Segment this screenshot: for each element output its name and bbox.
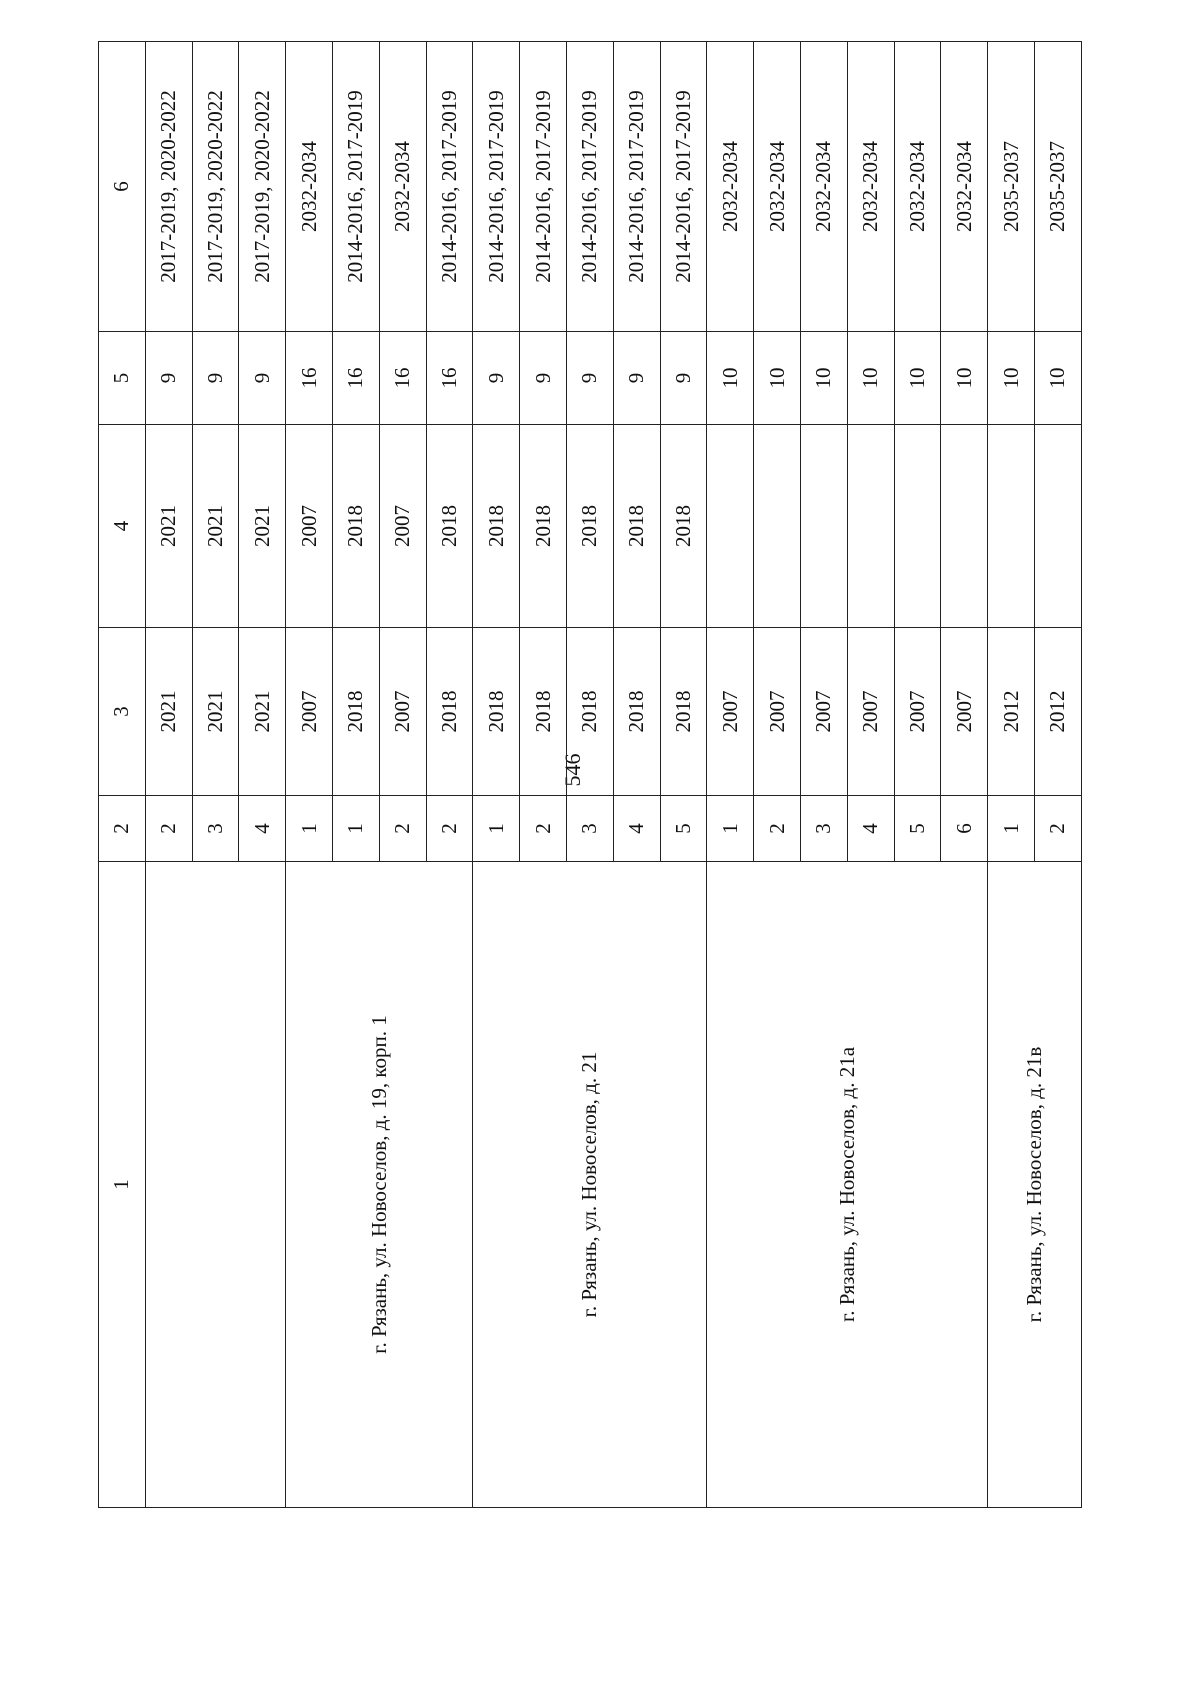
cell-c6: 2032-2034: [941, 42, 988, 332]
cell-c6: 2032-2034: [800, 42, 847, 332]
cell-c3: 2007: [941, 628, 988, 796]
cell-c2: 2: [426, 796, 473, 862]
cell-c2: 4: [613, 796, 660, 862]
cell-c6: 2014-2016, 2017-2019: [426, 42, 473, 332]
cell-c3: 2018: [426, 628, 473, 796]
cell-c2: 3: [192, 796, 239, 862]
cell-c3: 2021: [145, 628, 192, 796]
cell-c6: 2017-2019, 2020-2022: [145, 42, 192, 332]
cell-c2: 6: [941, 796, 988, 862]
cell-c5: 9: [566, 332, 613, 425]
cell-c2: 1: [707, 796, 754, 862]
cell-c4: 2018: [426, 425, 473, 628]
cell-c2: 5: [660, 796, 707, 862]
cell-c4: [800, 425, 847, 628]
cell-c6: 2014-2016, 2017-2019: [332, 42, 379, 332]
cell-c3: 2018: [332, 628, 379, 796]
cell-c5: 10: [847, 332, 894, 425]
cell-c6: 2035-2037: [988, 42, 1035, 332]
cell-c4: [847, 425, 894, 628]
cell-c5: 9: [613, 332, 660, 425]
cell-c3: 2007: [379, 628, 426, 796]
cell-c3: 2007: [894, 628, 941, 796]
header-cell-3: 3: [99, 628, 146, 796]
cell-c6: 2032-2034: [847, 42, 894, 332]
cell-c5: 16: [426, 332, 473, 425]
cell-c6: 2032-2034: [894, 42, 941, 332]
cell-c6: 2014-2016, 2017-2019: [566, 42, 613, 332]
cell-c5: 10: [988, 332, 1035, 425]
cell-c3: 2007: [707, 628, 754, 796]
cell-c2: 2: [145, 796, 192, 862]
cell-c5: 10: [707, 332, 754, 425]
table-header: [99, 42, 146, 1508]
header-cell-1: 1: [99, 862, 146, 1508]
cell-c5: 10: [941, 332, 988, 425]
cell-c5: 10: [800, 332, 847, 425]
cell-c4: 2018: [332, 425, 379, 628]
header-cell-5: 5: [99, 332, 146, 425]
cell-c3: 2012: [988, 628, 1035, 796]
cell-c2: 1: [332, 796, 379, 862]
cell-c3: 2012: [1034, 628, 1081, 796]
table-row: [707, 42, 754, 1508]
cell-c6: 2017-2019, 2020-2022: [239, 42, 286, 332]
cell-c4: 2007: [286, 425, 333, 628]
cell-c4: 2018: [473, 425, 520, 628]
cell-c5: 10: [894, 332, 941, 425]
cell-c6: 2014-2016, 2017-2019: [520, 42, 567, 332]
cell-c6: 2014-2016, 2017-2019: [613, 42, 660, 332]
cell-c3: 2018: [613, 628, 660, 796]
header-row: [99, 42, 146, 1508]
cell-c3: 2018: [660, 628, 707, 796]
cell-c6: 2017-2019, 2020-2022: [192, 42, 239, 332]
table-body: [145, 42, 1081, 1508]
cell-c3: 2007: [754, 628, 801, 796]
page-number: 546: [560, 753, 585, 787]
cell-c6: 2032-2034: [754, 42, 801, 332]
cell-c2: 4: [847, 796, 894, 862]
cell-c3: 2021: [239, 628, 286, 796]
cell-c6: 2032-2034: [707, 42, 754, 332]
cell-c4: 2018: [566, 425, 613, 628]
cell-c4: [754, 425, 801, 628]
header-cell-6: 6: [99, 42, 146, 332]
header-cell-2: 2: [99, 796, 146, 862]
cell-c2: 5: [894, 796, 941, 862]
cell-c2: 3: [800, 796, 847, 862]
cell-c3: 2007: [847, 628, 894, 796]
cell-c2: 4: [239, 796, 286, 862]
cell-c5: 9: [192, 332, 239, 425]
cell-c2: 2: [754, 796, 801, 862]
cell-c5: 9: [520, 332, 567, 425]
cell-c2: 3: [566, 796, 613, 862]
cell-c5: 16: [286, 332, 333, 425]
cell-c3: 2007: [286, 628, 333, 796]
cell-c3: 2018: [566, 628, 613, 796]
cell-c5: 10: [1034, 332, 1081, 425]
address-cell: [145, 862, 285, 1508]
cell-c6: 2014-2016, 2017-2019: [473, 42, 520, 332]
cell-c4: 2018: [613, 425, 660, 628]
cell-c5: 10: [754, 332, 801, 425]
cell-c5: 9: [145, 332, 192, 425]
cell-c5: 16: [332, 332, 379, 425]
address-cell: г. Рязань, ул. Новоселов, д. 19, корп. 1: [286, 862, 473, 1508]
cell-c4: [894, 425, 941, 628]
cell-c5: 9: [239, 332, 286, 425]
cell-c4: 2021: [192, 425, 239, 628]
cell-c6: 2035-2037: [1034, 42, 1081, 332]
table-row: [473, 42, 520, 1508]
cell-c6: 2032-2034: [286, 42, 333, 332]
cell-c4: 2018: [520, 425, 567, 628]
cell-c3: 2018: [520, 628, 567, 796]
cell-c4: 2007: [379, 425, 426, 628]
cell-c3: 2021: [192, 628, 239, 796]
address-cell: г. Рязань, ул. Новоселов, д. 21: [473, 862, 707, 1508]
cell-c5: 9: [660, 332, 707, 425]
cell-c5: 9: [473, 332, 520, 425]
header-cell-4: 4: [99, 425, 146, 628]
cell-c2: 2: [379, 796, 426, 862]
cell-c4: 2018: [660, 425, 707, 628]
cell-c2: 1: [473, 796, 520, 862]
address-cell: г. Рязань, ул. Новоселов, д. 21в: [988, 862, 1082, 1508]
schedule-table: [98, 41, 1082, 1508]
cell-c2: 2: [520, 796, 567, 862]
table-row: [286, 42, 333, 1508]
cell-c4: [941, 425, 988, 628]
cell-c3: 2018: [473, 628, 520, 796]
cell-c4: 2021: [145, 425, 192, 628]
table-row: [988, 42, 1035, 1508]
address-cell: г. Рязань, ул. Новоселов, д. 21а: [707, 862, 988, 1508]
cell-c6: 2032-2034: [379, 42, 426, 332]
cell-c2: 1: [988, 796, 1035, 862]
cell-c4: [988, 425, 1035, 628]
cell-c2: 1: [286, 796, 333, 862]
cell-c6: 2014-2016, 2017-2019: [660, 42, 707, 332]
rotated-table-container: [98, 41, 1082, 1508]
cell-c3: 2007: [800, 628, 847, 796]
cell-c4: [1034, 425, 1081, 628]
cell-c5: 16: [379, 332, 426, 425]
cell-c2: 2: [1034, 796, 1081, 862]
cell-c4: 2021: [239, 425, 286, 628]
table-row: [145, 42, 192, 1508]
cell-c4: [707, 425, 754, 628]
